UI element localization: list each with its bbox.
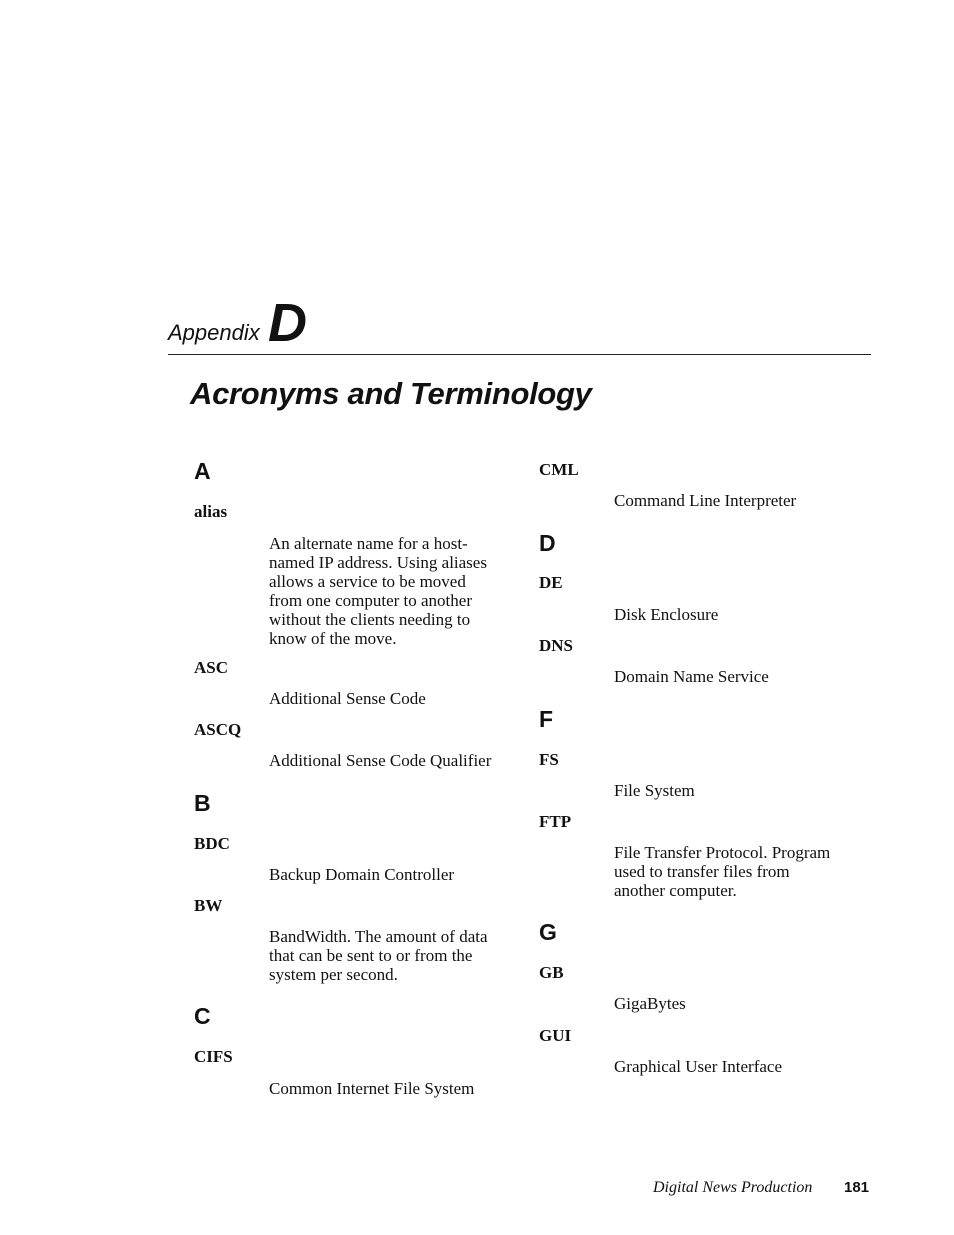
appendix-letter: D bbox=[268, 293, 307, 353]
section-letter-a: A bbox=[194, 458, 211, 484]
definition-cml: Command Line Interpreter bbox=[614, 491, 797, 510]
term-cifs: CIFS bbox=[194, 1047, 233, 1066]
term-bdc: BDC bbox=[194, 834, 230, 853]
term-gui: GUI bbox=[539, 1026, 572, 1045]
definition-dns: Domain Name Service bbox=[614, 667, 769, 686]
term-bw: BW bbox=[194, 896, 223, 915]
term-gb: GB bbox=[539, 963, 564, 982]
section-letter-g: G bbox=[539, 919, 557, 945]
definition-cifs: Common Internet File System bbox=[269, 1079, 475, 1098]
definition-alias: An alternate name for a host-named IP address. Using aliases allows a service to be moved from one computer to another without the clients needing to know of the move. bbox=[269, 534, 487, 648]
definition-gui: Graphical User Interface bbox=[614, 1057, 783, 1076]
appendix-label: Appendix bbox=[168, 320, 260, 345]
term-dns: DNS bbox=[539, 636, 574, 655]
footer-publication-title: Digital News Production bbox=[653, 1179, 813, 1196]
footer-page-number: 181 bbox=[844, 1179, 870, 1196]
term-asc: ASC bbox=[194, 658, 229, 677]
section-letter-d: D bbox=[539, 530, 556, 556]
definition-fs: File System bbox=[614, 781, 695, 800]
definition-bdc: Backup Domain Controller bbox=[269, 865, 455, 884]
definition-asc: Additional Sense Code bbox=[269, 689, 426, 708]
section-letter-c: C bbox=[194, 1003, 211, 1029]
term-alias: alias bbox=[194, 502, 228, 521]
definition-ftp: File Transfer Protocol. Program used to transfer files from another computer. bbox=[614, 843, 831, 900]
appendix-header bbox=[168, 293, 871, 356]
definition-ascq: Additional Sense Code Qualifier bbox=[269, 751, 492, 770]
section-letter-f: F bbox=[539, 706, 554, 732]
page-title: Acronyms and Terminology bbox=[190, 376, 592, 411]
term-ftp: FTP bbox=[539, 812, 572, 831]
section-letter-b: B bbox=[194, 790, 211, 816]
header-rule bbox=[168, 354, 871, 355]
term-fs: FS bbox=[539, 750, 559, 769]
definition-de: Disk Enclosure bbox=[614, 605, 719, 624]
term-de: DE bbox=[539, 573, 563, 592]
term-cml: CML bbox=[539, 460, 579, 479]
definition-gb: GigaBytes bbox=[614, 994, 686, 1013]
term-ascq: ASCQ bbox=[194, 720, 242, 739]
definition-bw: BandWidth. The amount of data that can be sent to or from the system per second. bbox=[269, 927, 488, 984]
